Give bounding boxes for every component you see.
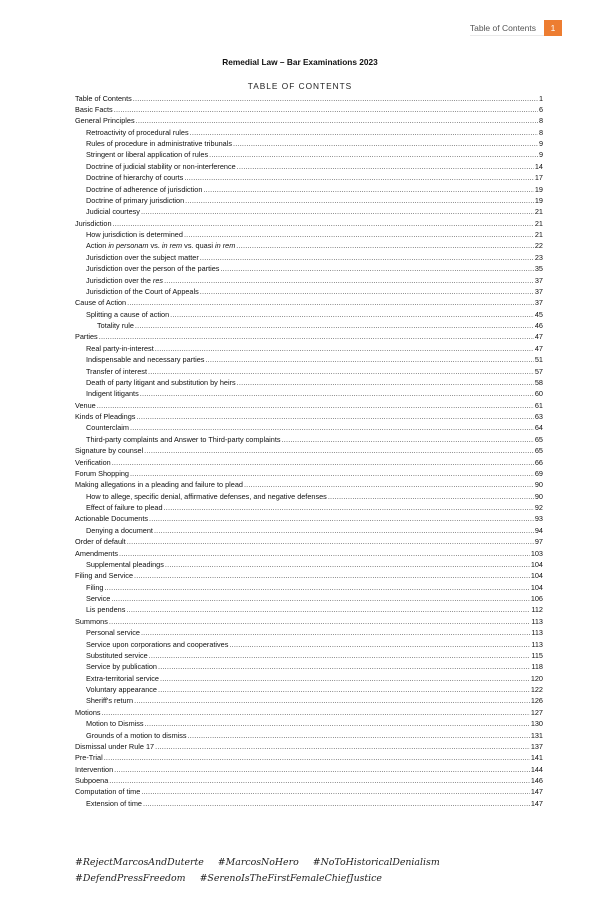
hashtag: #SerenoIsTheFirstFemaleChiefJustice — [199, 873, 382, 884]
page-header — [470, 20, 562, 36]
toc-entry[interactable]: Third-party complaints and Answer to Third-party complaints ..... 65 — [75, 434, 543, 445]
toc-entry[interactable]: Motions ..... 127 — [75, 707, 543, 718]
hashtag-line-2 — [75, 871, 440, 887]
toc-entry[interactable]: Table of Contents ..... 1 — [75, 93, 543, 104]
toc-entry[interactable]: Forum Shopping ..... 69 — [75, 468, 543, 479]
toc-entry[interactable]: Making allegations in a pleading and failure to plead ..... 90 — [75, 479, 543, 490]
table-of-contents — [75, 93, 543, 810]
toc-entry[interactable]: Jurisdiction of the Court of Appeals ..... 37 — [75, 286, 543, 297]
toc-entry[interactable]: Verification ..... 66 — [75, 457, 543, 468]
toc-entry[interactable]: Basic Facts ..... 6 — [75, 104, 543, 115]
toc-entry[interactable]: Indigent litigants ..... 60 — [75, 388, 543, 399]
toc-entry[interactable]: Sheriff's return ..... 126 — [75, 695, 543, 706]
toc-entry[interactable]: Actionable Documents ..... 93 — [75, 513, 543, 524]
toc-entry[interactable]: Totality rule ..... 46 — [75, 320, 543, 331]
toc-entry[interactable]: Effect of failure to plead ..... 92 — [75, 502, 543, 513]
toc-entry[interactable]: Filing ..... 104 — [75, 582, 543, 593]
hashtag: #DefendPressFreedom — [75, 873, 186, 884]
toc-entry[interactable]: Splitting a cause of action ..... 45 — [75, 309, 543, 320]
toc-entry[interactable]: Order of default ..... 97 — [75, 536, 543, 547]
footer-hashtags — [75, 855, 440, 887]
toc-entry[interactable]: Subpoena ..... 146 — [75, 775, 543, 786]
toc-entry[interactable]: Cause of Action ..... 37 — [75, 297, 543, 308]
toc-entry[interactable]: Service ..... 106 — [75, 593, 543, 604]
toc-entry[interactable]: Counterclaim ..... 64 — [75, 422, 543, 433]
toc-entry[interactable]: Amendments ..... 103 — [75, 548, 543, 559]
toc-entry[interactable]: Substituted service ..... 115 — [75, 650, 543, 661]
toc-entry[interactable]: Indispensable and necessary parties ..... 51 — [75, 354, 543, 365]
toc-entry[interactable]: Doctrine of primary jurisdiction ..... 19 — [75, 195, 543, 206]
toc-entry[interactable]: Judicial courtesy ..... 21 — [75, 206, 543, 217]
toc-entry[interactable]: Dismissal under Rule 17 ..... 137 — [75, 741, 543, 752]
toc-entry[interactable]: Jurisdiction over the res ..... 37 — [75, 275, 543, 286]
toc-entry[interactable]: Doctrine of judicial stability or non-interference ..... 14 — [75, 161, 543, 172]
toc-entry[interactable]: Doctrine of hierarchy of courts ..... 17 — [75, 172, 543, 183]
toc-entry[interactable]: Extra-territorial service ..... 120 — [75, 673, 543, 684]
hashtag-line-1 — [75, 855, 440, 871]
toc-entry[interactable]: Parties ..... 47 — [75, 331, 543, 342]
toc-entry[interactable]: Voluntary appearance ..... 122 — [75, 684, 543, 695]
toc-entry[interactable]: Transfer of interest ..... 57 — [75, 366, 543, 377]
toc-entry[interactable]: Retroactivity of procedural rules ..... 8 — [75, 127, 543, 138]
toc-entry[interactable]: Filing and Service ..... 104 — [75, 570, 543, 581]
document-title: Remedial Law – Bar Examinations 2023 — [222, 57, 378, 67]
toc-entry[interactable]: Death of party litigant and substitution by heirs ..... 58 — [75, 377, 543, 388]
toc-entry[interactable]: Supplemental pleadings ..... 104 — [75, 559, 543, 570]
toc-entry[interactable]: Kinds of Pleadings ..... 63 — [75, 411, 543, 422]
toc-entry[interactable]: Lis pendens ..... 112 — [75, 604, 543, 615]
toc-entry[interactable]: Extension of time ..... 147 — [75, 798, 543, 809]
hashtag: #RejectMarcosAndDuterte — [75, 857, 204, 868]
toc-entry[interactable]: Summons ..... 113 — [75, 616, 543, 627]
hashtag: #NoToHistoricalDenialism — [312, 857, 440, 868]
hashtag: #MarcosNoHero — [217, 857, 299, 868]
toc-entry[interactable]: Jurisdiction ..... 21 — [75, 218, 543, 229]
toc-entry[interactable]: Jurisdiction over the person of the parties ..... 35 — [75, 263, 543, 274]
toc-entry[interactable]: Intervention ..... 144 — [75, 764, 543, 775]
toc-entry[interactable]: Real party-in-interest ..... 47 — [75, 343, 543, 354]
toc-entry[interactable]: Denying a document ..... 94 — [75, 525, 543, 536]
header-page-number: 1 — [544, 20, 562, 36]
toc-entry[interactable]: General Principles ..... 8 — [75, 115, 543, 126]
toc-entry[interactable]: Pre-Trial ..... 141 — [75, 752, 543, 763]
header-title: Table of Contents — [470, 20, 544, 36]
toc-entry[interactable]: Venue ..... 61 — [75, 400, 543, 411]
toc-heading: TABLE OF CONTENTS — [247, 81, 353, 91]
toc-entry[interactable]: Action in personam vs. in rem vs. quasi in rem ..... 22 — [75, 240, 543, 251]
toc-entry[interactable]: Stringent or liberal application of rules ..... 9 — [75, 149, 543, 160]
toc-entry[interactable]: Doctrine of adherence of jurisdiction ..... 19 — [75, 184, 543, 195]
toc-entry[interactable]: Signature by counsel ..... 65 — [75, 445, 543, 456]
toc-entry[interactable]: Computation of time ..... 147 — [75, 786, 543, 797]
toc-entry[interactable]: Rules of procedure in administrative tribunals ..... 9 — [75, 138, 543, 149]
toc-entry[interactable]: Personal service ..... 113 — [75, 627, 543, 638]
toc-entry[interactable]: Grounds of a motion to dismiss ..... 131 — [75, 730, 543, 741]
toc-entry[interactable]: Jurisdiction over the subject matter ..... 23 — [75, 252, 543, 263]
toc-entry[interactable]: Motion to Dismiss ..... 130 — [75, 718, 543, 729]
toc-entry[interactable]: Service by publication ..... 118 — [75, 661, 543, 672]
toc-entry[interactable]: How to allege, specific denial, affirmative defenses, and negative defenses ..... 90 — [75, 491, 543, 502]
toc-entry[interactable]: Service upon corporations and cooperatives ..... 113 — [75, 639, 543, 650]
toc-entry[interactable]: How jurisdiction is determined ..... 21 — [75, 229, 543, 240]
